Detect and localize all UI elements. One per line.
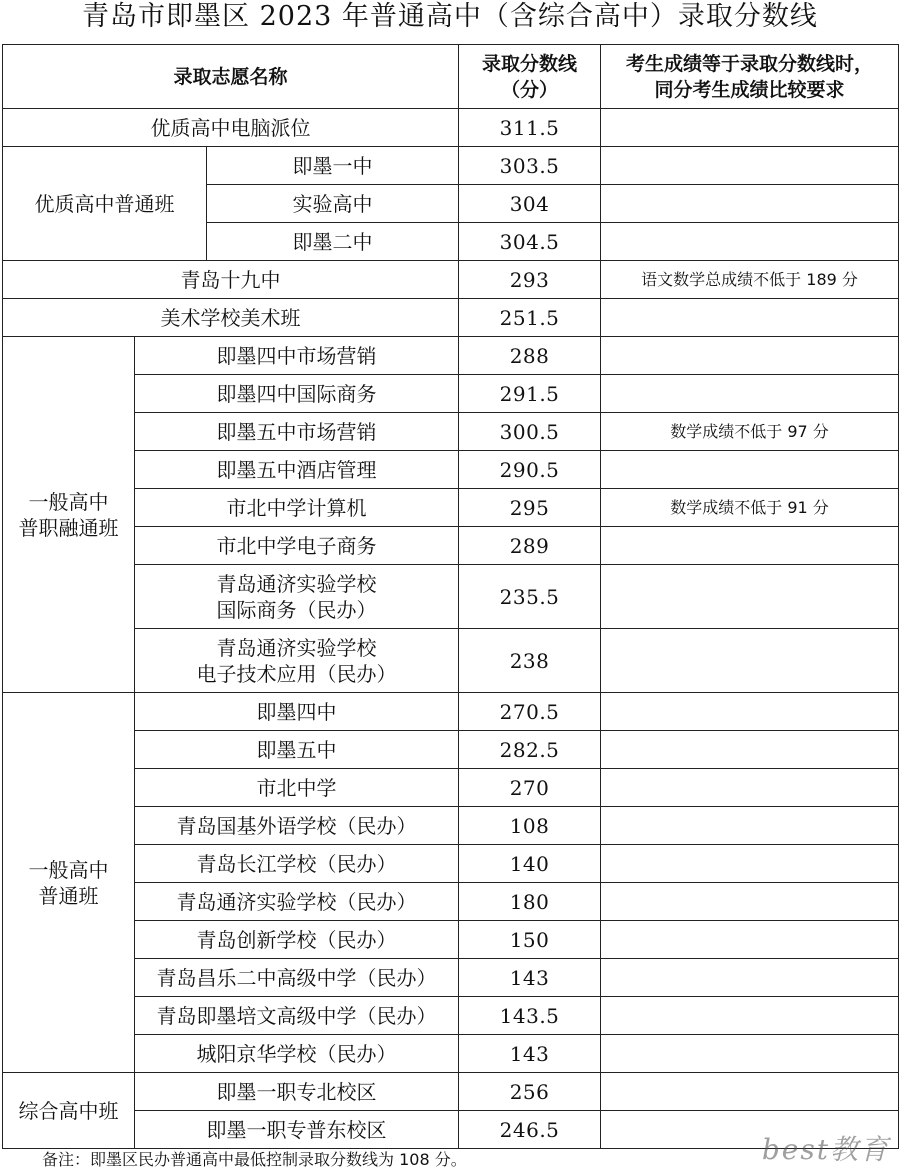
score-cell: 311.5: [459, 109, 601, 147]
score-cell: 300.5: [459, 413, 601, 451]
note-cell: [601, 1035, 899, 1073]
group-label-line1: 一般高中: [28, 857, 109, 882]
score-cell: 180: [459, 883, 601, 921]
school-name: 美术学校美术班: [3, 299, 459, 337]
page-title: 青岛市即墨区 2023 年普通高中（含综合高中）录取分数线: [82, 1, 818, 32]
score-cell: 295: [459, 489, 601, 527]
school-name: 市北中学电子商务: [135, 527, 459, 565]
group-label-rongtong: [3, 337, 135, 693]
school-name-line2: 国际商务（民办）: [216, 597, 377, 622]
school-name: 市北中学计算机: [135, 489, 459, 527]
group-label-line1: 一般高中: [28, 489, 109, 514]
table-row: [3, 451, 899, 489]
score-cell: 143.5: [459, 997, 601, 1035]
table-row: [3, 375, 899, 413]
score-cell: 251.5: [459, 299, 601, 337]
note-cell: 数学成绩不低于 91 分: [601, 489, 899, 527]
score-cell: 289: [459, 527, 601, 565]
note-cell: [601, 883, 899, 921]
header-name: 录取志愿名称: [3, 45, 459, 109]
note-cell: [601, 337, 899, 375]
group-label-line2: 普职融通班: [18, 515, 119, 540]
note-cell: [601, 299, 899, 337]
school-name: 青岛国基外语学校（民办）: [135, 807, 459, 845]
school-name: 即墨二中: [207, 223, 459, 261]
note-cell: [601, 1073, 899, 1111]
footnote: 备注：即墨区民办普通高中最低控制录取分数线为 108 分。: [42, 1150, 467, 1169]
note-cell: [601, 731, 899, 769]
score-cell: 108: [459, 807, 601, 845]
note-cell: [601, 451, 899, 489]
school-name: 即墨五中市场营销: [135, 413, 459, 451]
score-cell: 304: [459, 185, 601, 223]
table-row: [3, 489, 899, 527]
score-cell: 304.5: [459, 223, 601, 261]
header-score: [459, 45, 601, 109]
header-score-line2: （分）: [501, 78, 559, 101]
table-row: [3, 921, 899, 959]
table-row: [3, 1073, 899, 1111]
score-cell: 293: [459, 261, 601, 299]
group-label-youzhi: 优质高中普通班: [3, 147, 207, 261]
table-row: [3, 299, 899, 337]
school-name: [135, 565, 459, 629]
score-cell: 150: [459, 921, 601, 959]
table-row: [3, 1035, 899, 1073]
table-row: [3, 769, 899, 807]
table-row: [3, 109, 899, 147]
header-requirement: [601, 45, 899, 109]
group-label-zonghe: 综合高中班: [3, 1073, 135, 1149]
note-cell: [601, 693, 899, 731]
school-name-line1: 青岛通济实验学校: [216, 635, 377, 660]
score-cell: 288: [459, 337, 601, 375]
note-cell: [601, 527, 899, 565]
table-row: [3, 845, 899, 883]
school-name: 青岛长江学校（民办）: [135, 845, 459, 883]
school-name: 即墨五中酒店管理: [135, 451, 459, 489]
school-name-line1: 青岛通济实验学校: [216, 571, 377, 596]
note-cell: [601, 185, 899, 223]
score-cell: 238: [459, 629, 601, 693]
note-cell: [601, 997, 899, 1035]
table-row: [3, 997, 899, 1035]
note-cell: [601, 109, 899, 147]
table-row: [3, 337, 899, 375]
note-cell: [601, 147, 899, 185]
school-name: 即墨四中市场营销: [135, 337, 459, 375]
watermark-logo: best教育: [761, 1133, 890, 1166]
score-cell: 291.5: [459, 375, 601, 413]
score-cell: 290.5: [459, 451, 601, 489]
table-row: [3, 413, 899, 451]
school-name: 青岛创新学校（民办）: [135, 921, 459, 959]
table-row: [3, 693, 899, 731]
score-cell: 270.5: [459, 693, 601, 731]
score-cell: 282.5: [459, 731, 601, 769]
table-header-row: [3, 45, 899, 109]
note-cell: [601, 845, 899, 883]
table-row: [3, 261, 899, 299]
note-cell: [601, 223, 899, 261]
header-req-line1: 考生成绩等于录取分数线时，: [626, 52, 874, 75]
score-cell: 246.5: [459, 1111, 601, 1149]
header-score-line1: 录取分数线: [482, 52, 578, 75]
score-cell: 140: [459, 845, 601, 883]
note-cell: [601, 565, 899, 629]
note-cell: [601, 375, 899, 413]
school-name: 青岛即墨培文高级中学（民办）: [135, 997, 459, 1035]
table-row: [3, 807, 899, 845]
table-row: [3, 731, 899, 769]
header-req-line2: 同分考生成绩比较要求: [654, 78, 845, 101]
note-cell: [601, 807, 899, 845]
school-name: 即墨四中国际商务: [135, 375, 459, 413]
table-row: [3, 527, 899, 565]
note-cell: [601, 959, 899, 997]
score-cell: 270: [459, 769, 601, 807]
table-row: [3, 629, 899, 693]
school-name: 市北中学: [135, 769, 459, 807]
note-cell: 语文数学总成绩不低于 189 分: [601, 261, 899, 299]
group-label-putong: [3, 693, 135, 1073]
note-cell: [601, 769, 899, 807]
score-cell: 235.5: [459, 565, 601, 629]
school-name: 即墨四中: [135, 693, 459, 731]
group-label-line2: 普通班: [38, 883, 99, 908]
score-cell: 256: [459, 1073, 601, 1111]
school-name: 即墨五中: [135, 731, 459, 769]
school-name: 青岛通济实验学校（民办）: [135, 883, 459, 921]
table-row: [3, 565, 899, 629]
table-row: [3, 883, 899, 921]
score-cell: 143: [459, 1035, 601, 1073]
school-name: 实验高中: [207, 185, 459, 223]
school-name: 即墨一职专北校区: [135, 1073, 459, 1111]
school-name: 青岛十九中: [3, 261, 459, 299]
table-row: [3, 147, 899, 185]
table-row: [3, 959, 899, 997]
school-name: 即墨一中: [207, 147, 459, 185]
school-name-line2: 电子技术应用（民办）: [196, 661, 397, 686]
score-cell: 303.5: [459, 147, 601, 185]
school-name: 优质高中电脑派位: [3, 109, 459, 147]
note-cell: 数学成绩不低于 97 分: [601, 413, 899, 451]
school-name: [135, 629, 459, 693]
admission-score-table: [2, 44, 899, 1149]
school-name: 青岛昌乐二中高级中学（民办）: [135, 959, 459, 997]
note-cell: [601, 921, 899, 959]
school-name: 城阳京华学校（民办）: [135, 1035, 459, 1073]
school-name: 即墨一职专普东校区: [135, 1111, 459, 1149]
score-cell: 143: [459, 959, 601, 997]
note-cell: [601, 629, 899, 693]
